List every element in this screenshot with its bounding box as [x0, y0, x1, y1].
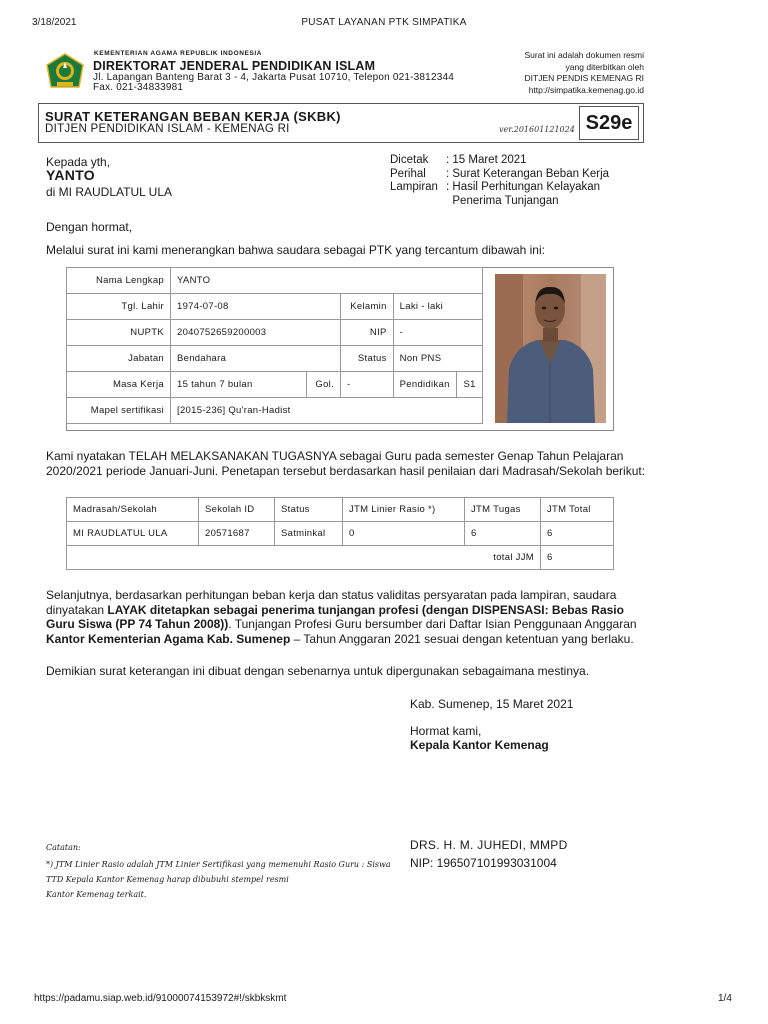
field-label: Mapel sertifikasi — [67, 398, 171, 424]
letter-meta — [390, 154, 609, 208]
field-label: NIP — [341, 320, 394, 346]
field-label: Gol. — [306, 372, 340, 398]
decision-highlight: LAYAK ditetapkan sebagai penerima tunjangan profesi (dengan DISPENSASI: Bebas Rasio Guru Siswa (PP 74 Tahun 2008)) — [46, 602, 624, 631]
notice-line: Surat ini adalah dokumen resmi — [524, 50, 644, 60]
table-row — [67, 268, 483, 294]
notice-line: DITJEN PENDIS KEMENAG RI — [524, 73, 644, 83]
signatory-nip: NIP: 196507101993031004 — [410, 856, 557, 870]
field-label: Pendidikan — [393, 372, 457, 398]
field-label: NUPTK — [67, 320, 171, 346]
field-label: Jabatan — [67, 346, 171, 372]
decision-text: . Tunjangan Profesi Guru bersumber dari Daftar Isian Penggunaan Anggaran — [228, 617, 637, 631]
meta-label — [390, 195, 446, 209]
field-label: Nama Lengkap — [67, 268, 171, 294]
field-value: S1 — [457, 372, 483, 398]
field-label: Status — [341, 346, 394, 372]
column-header: JTM Total — [541, 498, 614, 522]
print-url: https://padamu.siap.web.id/91000074153972#!/skbkskmt — [34, 993, 287, 1004]
document-subtitle: DITJEN PENDIDIKAN ISLAM - KEMENAG RI — [45, 123, 290, 135]
column-header: Sekolah ID — [199, 498, 275, 522]
print-page-number: 1/4 — [718, 993, 732, 1004]
field-label: Masa Kerja — [67, 372, 171, 398]
table-cell: 0 — [343, 522, 465, 546]
total-label: total JJM — [67, 546, 541, 570]
notes-line: *) JTM Linier Rasio adalah JTM Linier Sertifikasi yang memenuhi Rasio Guru : Siswa — [46, 860, 391, 869]
school-table — [66, 497, 614, 570]
meta-row — [390, 181, 609, 195]
field-label: Kelamin — [341, 294, 394, 320]
meta-label: Dicetak — [390, 154, 429, 166]
notes-line: TTD Kepala Kantor Kemenag harap dibubuhi stempel resmi — [46, 875, 289, 884]
budget-office: Kantor Kementerian Agama Kab. Sumenep — [46, 631, 291, 646]
table-total-row — [67, 546, 614, 570]
total-value: 6 — [541, 546, 614, 570]
notice-url: http://simpatika.kemenag.go.id — [528, 84, 644, 95]
closing-paragraph: Demikian surat keterangan ini dibuat dengan sebenarnya untuk dipergunakan sebagaimana mestinya. — [46, 664, 590, 678]
field-value: 1974-07-08 — [171, 294, 341, 320]
column-header: JTM Linier Rasio *) — [343, 498, 465, 522]
signatory-name: DRS. H. M. JUHEDI, MMPD — [410, 838, 568, 852]
signature-position: Kepala Kantor Kemenag — [410, 738, 549, 752]
directorate-name: DIREKTORAT JENDERAL PENDIDIKAN ISLAM — [93, 59, 376, 73]
signature-regards: Hormat kami, — [410, 724, 482, 738]
meta-value: : Surat Keterangan Beban Kerja — [446, 167, 610, 180]
table-cell: 6 — [541, 522, 614, 546]
statement-paragraph: Kami nyatakan TELAH MELAKSANAKAN TUGASNYA sebagai Guru pada semester Genap Tahun Pelajaran 2020/2021 periode Januari-Juni. Penetapan tersebut berdasarkan hasil penilaian dari Madrasah/Sekolah berikut: — [46, 449, 646, 478]
decision-text: – Tahun Anggaran 2021 sesuai dengan ketentuan yang berlaku. — [290, 631, 634, 646]
meta-value: Penerima Tunjangan — [446, 194, 559, 207]
table-row — [67, 294, 483, 320]
column-header: Status — [275, 498, 343, 522]
meta-row — [390, 154, 609, 168]
table-cell: Satminkal — [275, 522, 343, 546]
table-cell: MI RAUDLATUL ULA — [67, 522, 199, 546]
notes-line: Kantor Kemenag terkait. — [46, 890, 147, 899]
field-value: - — [393, 320, 482, 346]
table-row — [67, 372, 483, 398]
office-address: Jl. Lapangan Banteng Barat 3 - 4, Jakarta Pusat 10710, Telepon 021-3812344 — [93, 72, 454, 83]
document-code: S29e — [579, 106, 639, 140]
office-fax: Fax. 021-34833981 — [93, 82, 184, 93]
official-notice — [524, 50, 644, 96]
recipient-school: di MI RAUDLATUL ULA — [46, 185, 173, 199]
meta-label: Lampiran — [390, 181, 438, 193]
meta-value: : Hasil Perhitungan Kelayakan — [446, 181, 601, 193]
recipient-name: YANTO — [46, 167, 95, 183]
kemenag-emblem-icon — [45, 53, 85, 93]
decision-text: Selanjutnya, berdasarkan perhitungan beban kerja dan status validitas persyaratan pada lampiran, saudara dinyatakan — [46, 588, 617, 617]
field-value: YANTO — [171, 268, 483, 294]
document-version: ver.201601121024 — [499, 125, 575, 134]
intro-paragraph: Melalui surat ini kami menerangkan bahwa saudara sebagai PTK yang tercantum dibawah ini: — [46, 243, 545, 257]
print-title: PUSAT LAYANAN PTK SIMPATIKA — [301, 17, 467, 28]
salutation: Dengan hormat, — [46, 220, 133, 234]
decision-paragraph — [46, 588, 646, 646]
field-value: Bendahara — [171, 346, 341, 372]
teacher-photo — [495, 274, 606, 423]
field-value: Laki - laki — [393, 294, 482, 320]
signature-place-date: Kab. Sumenep, 15 Maret 2021 — [410, 697, 574, 711]
column-header: JTM Tugas — [465, 498, 541, 522]
column-header: Madrasah/Sekolah — [67, 498, 199, 522]
meta-value: : 15 Maret 2021 — [446, 154, 527, 166]
notice-line: yang diterbitkan oleh — [565, 61, 644, 72]
ministry-name: KEMENTERIAN AGAMA REPUBLIK INDONESIA — [94, 50, 263, 57]
personal-data-table — [66, 267, 483, 424]
table-header-row — [67, 498, 614, 522]
document-title: SURAT KETERANGAN BEBAN KERJA (SKBK) — [45, 109, 341, 124]
table-row — [67, 522, 614, 546]
field-value: [2015-236] Qu'ran-Hadist — [171, 398, 483, 424]
recipient-greeting: Kepada yth, — [46, 155, 111, 169]
table-row — [67, 346, 483, 372]
field-value: 2040752659200003 — [171, 320, 341, 346]
table-cell: 20571687 — [199, 522, 275, 546]
notes-title: Catatan: — [46, 843, 81, 852]
meta-row — [390, 195, 609, 209]
notes — [46, 840, 396, 902]
field-value: - — [341, 372, 394, 398]
table-row — [67, 398, 483, 424]
field-value: Non PNS — [393, 346, 482, 372]
field-label: Tgl. Lahir — [67, 294, 171, 320]
table-row — [67, 320, 483, 346]
meta-row — [390, 168, 609, 182]
table-cell: 6 — [465, 522, 541, 546]
meta-label: Perihal — [390, 167, 426, 180]
print-date: 3/18/2021 — [32, 17, 77, 28]
field-value: 15 tahun 7 bulan — [171, 372, 307, 398]
